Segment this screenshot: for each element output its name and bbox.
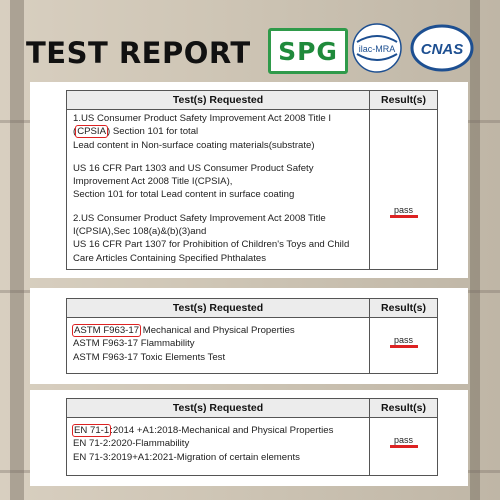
pass-result: pass [390, 435, 418, 448]
report-card-1 [30, 82, 468, 278]
svg-text:CNAS: CNAS [420, 41, 464, 58]
test-requested-cell: ASTM F963-17 Mechanical and Physical Properties ASTM F963-17 Flammability ASTM F963-17 Toxic Elements Test [67, 318, 370, 373]
table-header: Test(s) Requested Result(s) [67, 399, 437, 418]
table-header: Test(s) Requested Result(s) [67, 91, 437, 110]
report-card-2 [30, 288, 468, 384]
astm-highlight: ASTM F963-17 [74, 325, 140, 336]
table-header: Test(s) Requested Result(s) [67, 299, 437, 318]
ilac-mra-logo [351, 22, 403, 74]
result-cell [370, 110, 437, 269]
pass-underline [390, 215, 418, 218]
pass-underline [390, 345, 418, 348]
test-paragraph-2: US 16 CFR Part 1303 and US Consumer Product Safety Improvement Act 2008 Title I(CPSIA), Section 101 for total Lead content in surface coating [73, 162, 314, 201]
page-title: TEST REPORT [26, 36, 251, 70]
results-table-2 [66, 298, 438, 374]
test-requested-cell: EN 71-1:2014 +A1:2018-Mechanical and Physical Properties EN 71-2:2020-Flammability EN 71-3:2019+A1:2021-Migration of certain elements [67, 418, 370, 475]
cnas-logo [410, 22, 474, 74]
test-paragraph-1: 1.US Consumer Product Safety Improvement Act 2008 Title I (CPSIA) Section 101 for total Lead content in Non-surface coating materials(substrate) [73, 113, 332, 151]
cpsia-highlight: CPSIA [77, 126, 106, 138]
test-requested-cell [67, 110, 370, 269]
en71-highlight: EN 71-1 [74, 425, 110, 436]
test-paragraph-3: 2.US Consumer Product Safety Improvement Act 2008 Title I(CPSIA),Sec 108(a)&(b)(3)and US 16 CFR Part 1307 for Prohibition of Children's Toys and Child Care Articles Containing Specified Phthalates [73, 212, 350, 264]
spg-logo: SPG [268, 28, 348, 74]
results-table-3 [66, 398, 438, 476]
result-cell [370, 418, 437, 475]
pass-underline [390, 445, 418, 448]
result-cell [370, 318, 437, 373]
pass-result: pass [390, 335, 418, 348]
pass-result: pass [390, 205, 418, 218]
svg-text:ilac-MRA: ilac-MRA [358, 44, 396, 54]
report-card-3 [30, 390, 468, 486]
results-table-1 [66, 90, 438, 270]
